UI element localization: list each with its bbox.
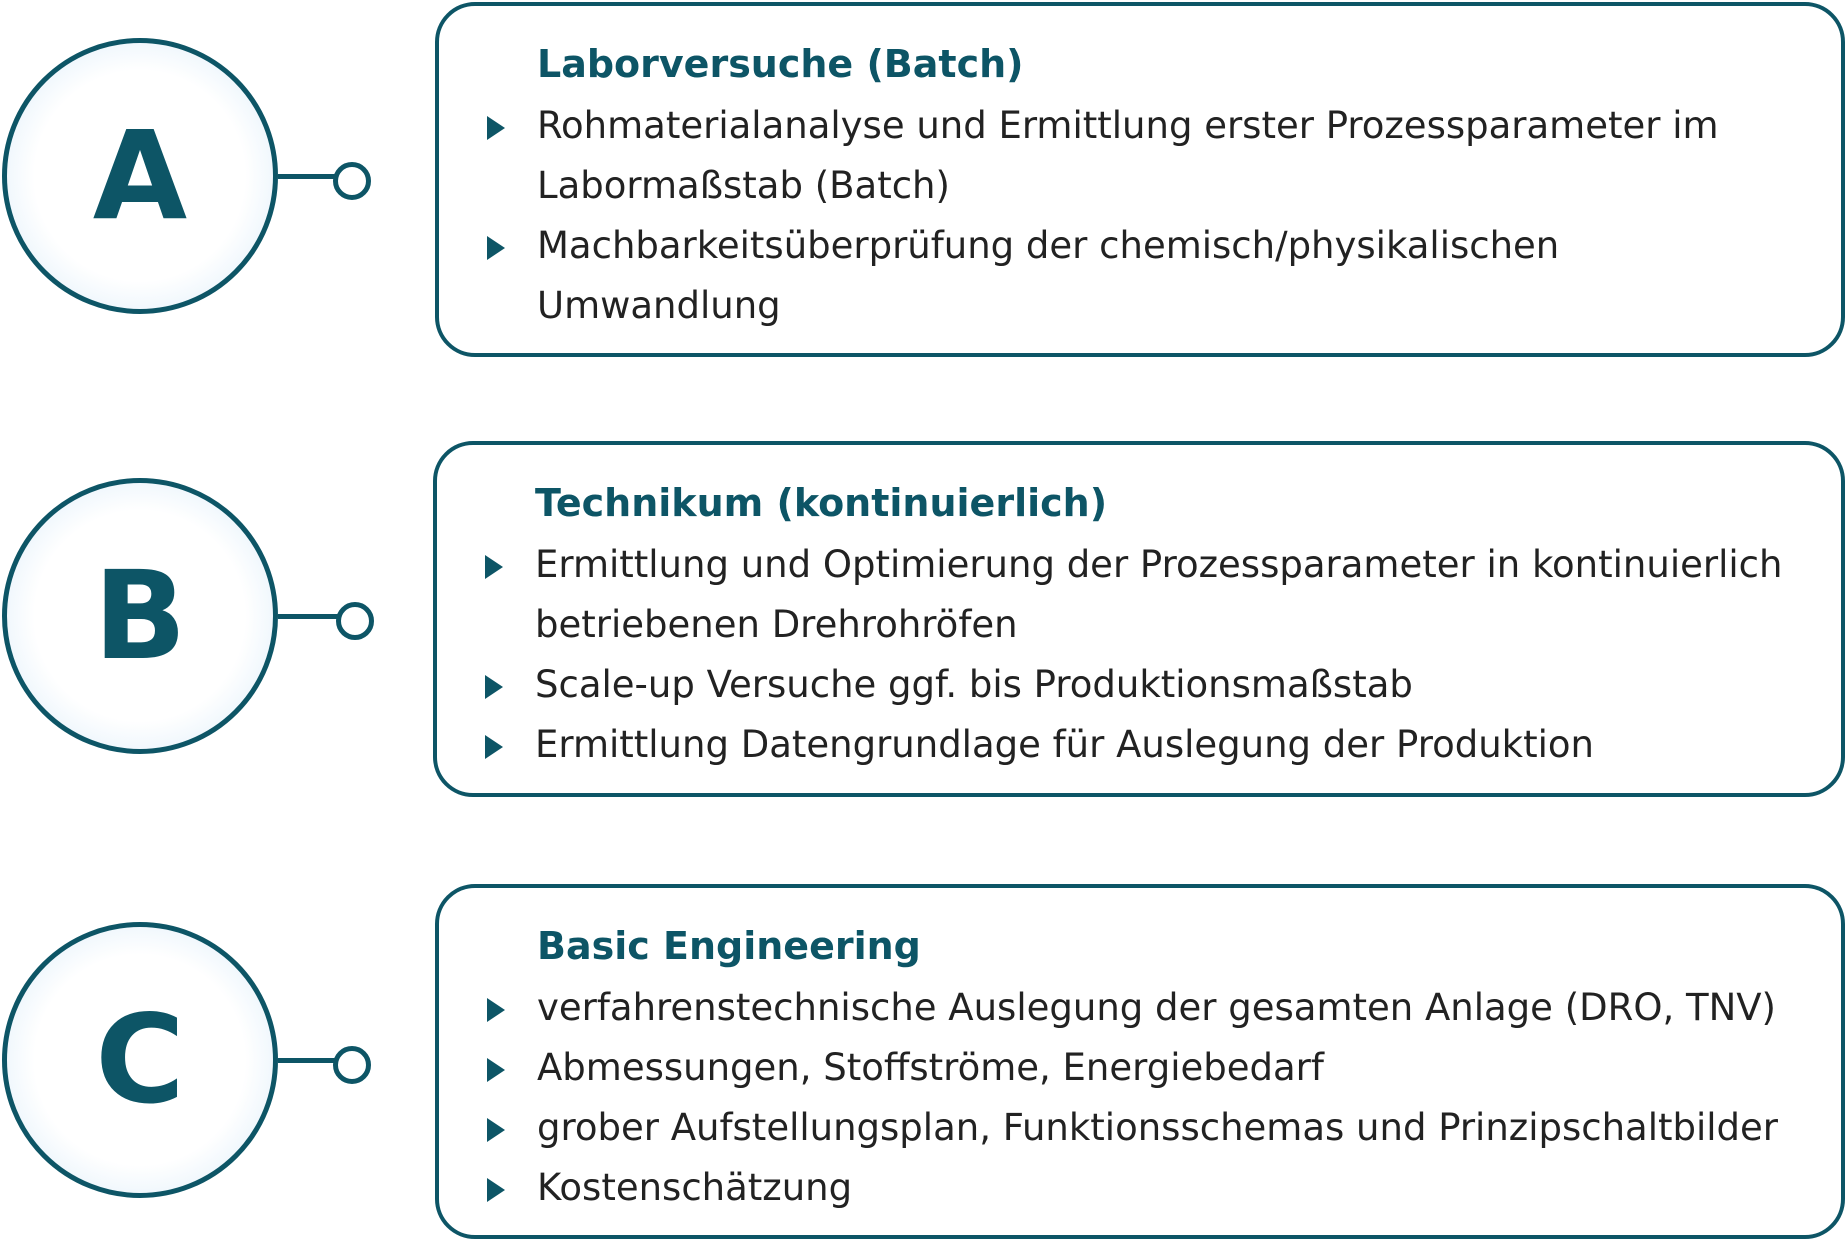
step-b-connector	[278, 614, 340, 619]
step-a-knob	[333, 162, 371, 200]
list-item: Rohmaterialanalyse und Ermittlung erster Prozessparameter im Labormaßstab (Batch)	[537, 96, 1767, 216]
bullet-arrow-icon	[487, 1178, 505, 1202]
list-item: Kostenschätzung	[537, 1158, 1837, 1218]
step-b-bullets	[535, 535, 1825, 775]
bullet-arrow-icon	[485, 675, 503, 699]
step-b-letter: B	[93, 545, 187, 687]
step-a-card	[435, 2, 1845, 357]
step-c-card	[435, 884, 1845, 1239]
list-item: Scale-up Versuche ggf. bis Produktionsmaßstab	[535, 655, 1825, 715]
step-c-circle	[2, 922, 278, 1198]
step-c-letter: C	[95, 989, 185, 1131]
list-item: Ermittlung und Optimierung der Prozessparameter in kontinuierlich betriebenen Drehrohröfen	[535, 535, 1825, 655]
step-b-card	[433, 441, 1845, 797]
step-b-circle	[2, 478, 278, 754]
list-item: Abmessungen, Stoffströme, Energiebedarf	[537, 1038, 1837, 1098]
bullet-arrow-icon	[487, 1058, 505, 1082]
step-a-connector	[278, 174, 338, 179]
step-a-title: Laborversuche (Batch)	[537, 42, 1024, 86]
list-item: Ermittlung Datengrundlage für Auslegung der Produktion	[535, 715, 1825, 775]
bullet-arrow-icon	[485, 555, 503, 579]
step-c-bullets	[537, 978, 1837, 1218]
bullet-arrow-icon	[487, 998, 505, 1022]
step-c-connector	[278, 1058, 338, 1063]
bullet-arrow-icon	[485, 735, 503, 759]
step-a-bullets	[537, 96, 1767, 336]
bullet-arrow-icon	[487, 236, 505, 260]
list-item: verfahrenstechnische Auslegung der gesamten Anlage (DRO, TNV)	[537, 978, 1837, 1038]
list-item: Machbarkeitsüberprüfung der chemisch/physikalischen Umwandlung	[537, 216, 1767, 336]
step-a-letter: A	[92, 105, 188, 247]
step-a-circle	[2, 38, 278, 314]
step-c-knob	[333, 1046, 371, 1084]
list-item: grober Aufstellungsplan, Funktionsschemas und Prinzipschaltbilder	[537, 1098, 1837, 1158]
bullet-arrow-icon	[487, 1118, 505, 1142]
step-c-title: Basic Engineering	[537, 924, 921, 968]
step-b-knob	[336, 602, 374, 640]
bullet-arrow-icon	[487, 116, 505, 140]
step-b-title: Technikum (kontinuierlich)	[535, 481, 1108, 525]
